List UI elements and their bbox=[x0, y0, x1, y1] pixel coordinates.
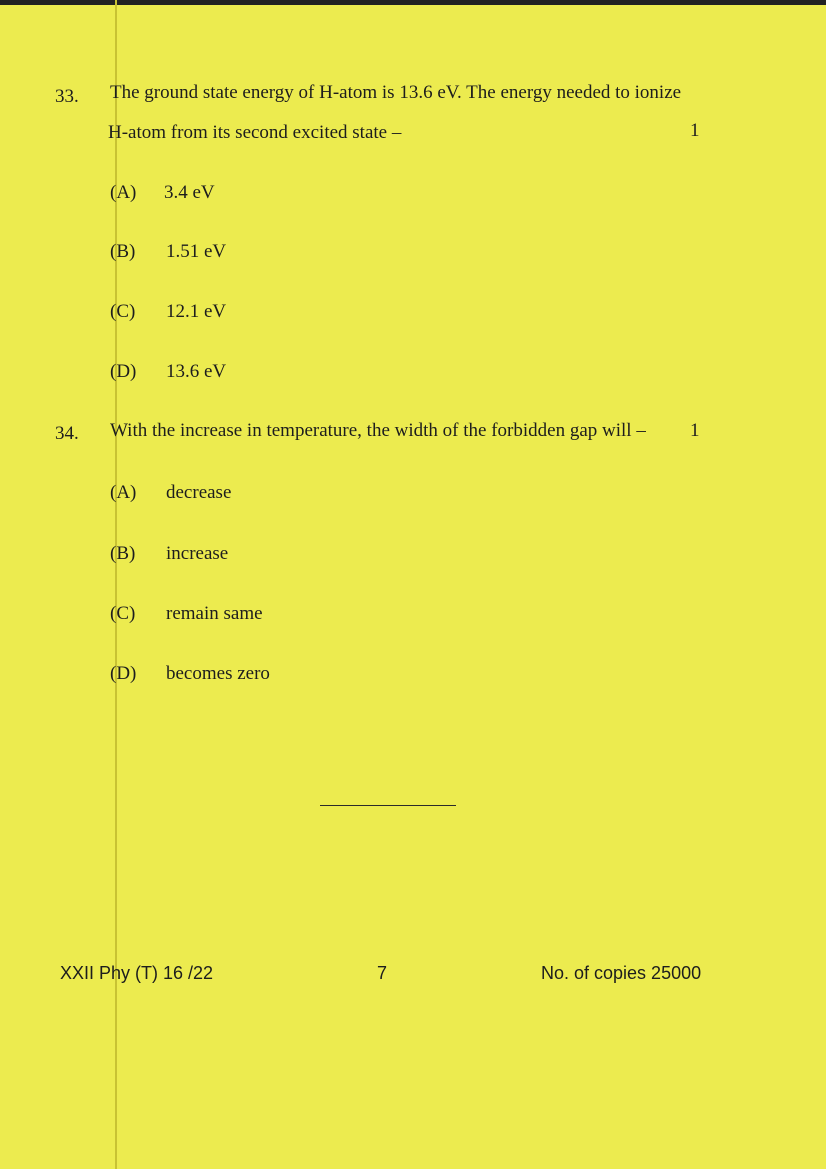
option-text: 1.51 eV bbox=[166, 241, 227, 262]
option-text: remain same bbox=[166, 603, 263, 624]
paper-code: XXII Phy (T) 16 /22 bbox=[60, 963, 214, 983]
question-number: 33. bbox=[55, 86, 79, 107]
end-rule bbox=[320, 805, 456, 806]
marks: 1 bbox=[690, 120, 700, 141]
question-number: 34. bbox=[55, 423, 79, 444]
option-label: (B) bbox=[110, 241, 136, 262]
top-edge-line bbox=[0, 0, 826, 5]
copies-count: No. of copies 25000 bbox=[541, 963, 702, 983]
option-text: 12.1 eV bbox=[166, 301, 227, 322]
option-label: (D) bbox=[110, 663, 137, 684]
margin-line bbox=[115, 0, 117, 1169]
question-text-line-2: H-atom from its second excited state – bbox=[108, 122, 402, 143]
page-number: 7 bbox=[377, 963, 388, 983]
option-label: (C) bbox=[110, 301, 136, 322]
option-label: (A) bbox=[110, 482, 137, 503]
option-text: becomes zero bbox=[166, 663, 270, 684]
option-label: (A) bbox=[110, 182, 137, 203]
option-text: decrease bbox=[166, 482, 232, 503]
option-text: 13.6 eV bbox=[166, 361, 227, 382]
marks: 1 bbox=[690, 420, 700, 441]
option-label: (D) bbox=[110, 361, 137, 382]
question-text-line-1: With the increase in temperature, the width of the forbidden gap will – bbox=[110, 420, 646, 441]
question-text-line-1: The ground state energy of H-atom is 13.6 eV. The energy needed to ionize bbox=[110, 82, 682, 103]
option-text: 3.4 eV bbox=[164, 182, 215, 203]
option-text: increase bbox=[166, 543, 229, 564]
option-label: (C) bbox=[110, 603, 136, 624]
option-label: (B) bbox=[110, 543, 136, 564]
